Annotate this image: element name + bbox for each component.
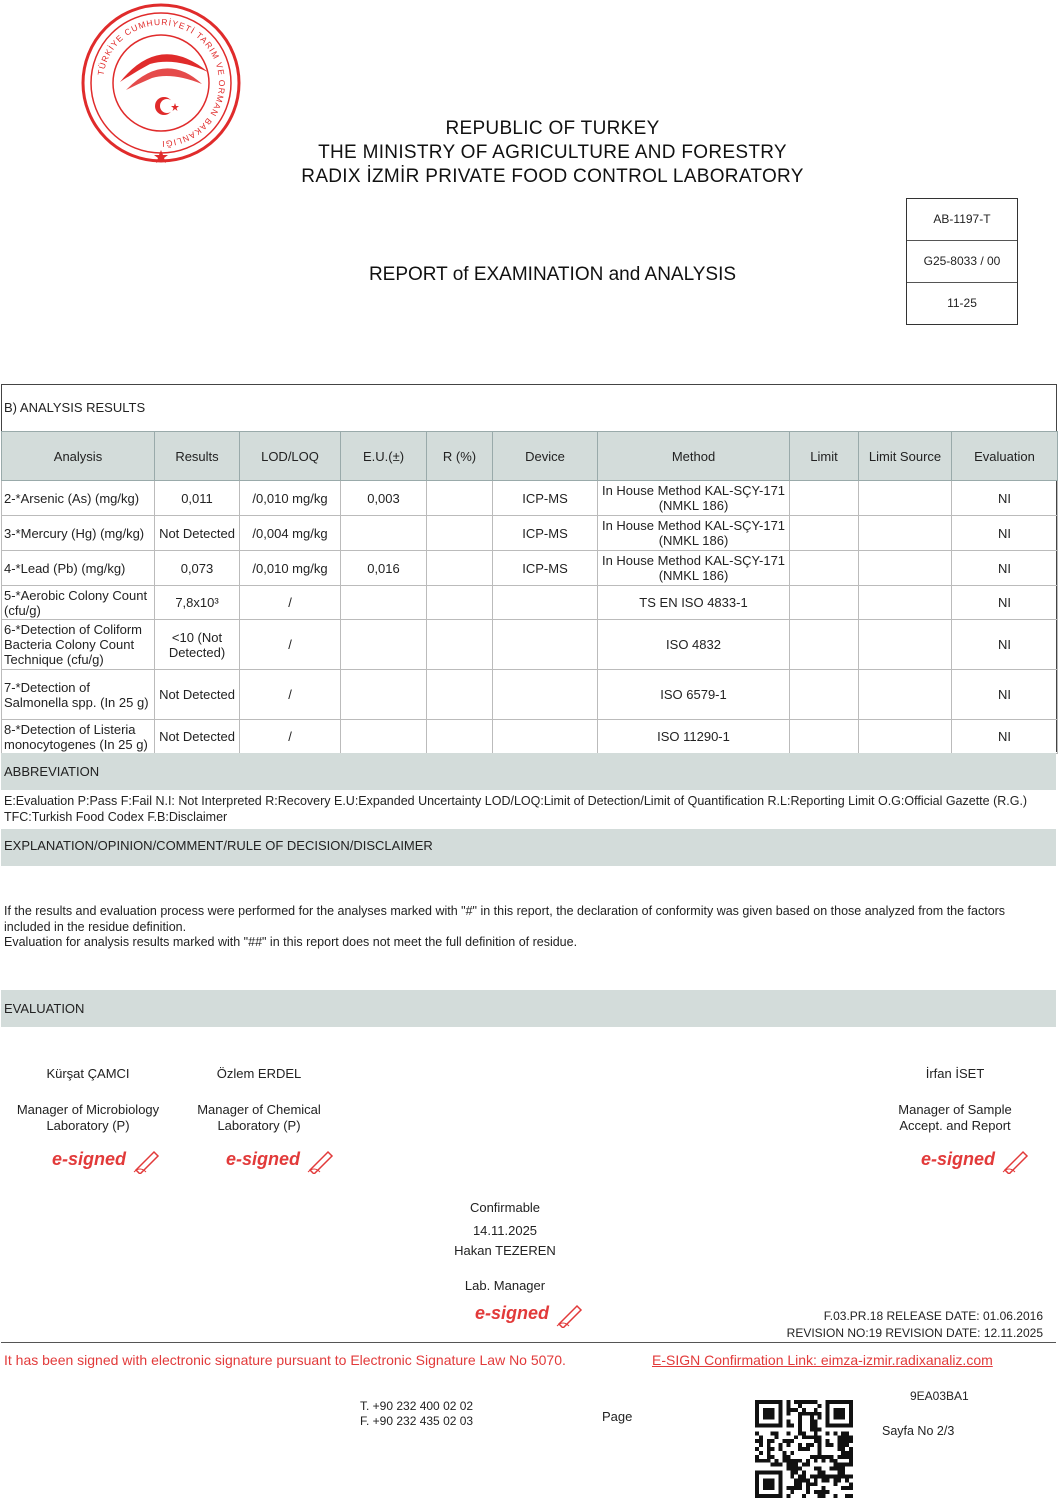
table-row (2, 516, 1058, 551)
signer-role: Manager of Microbiology Laboratory (P) (16, 1102, 160, 1133)
signature-block-microbiology (8, 1066, 168, 1134)
cell-eu: 0,016 (341, 551, 427, 586)
cell-limit-source (859, 670, 952, 720)
confirm-date: 14.11.2025 (472, 1223, 538, 1238)
signer-name: Özlem ERDEL (216, 1066, 302, 1081)
esign-stamp-3 (921, 1148, 1031, 1174)
cell-analysis: 8-*Detection of Listeria monocytogenes (In 25 g) (2, 720, 155, 754)
esigned-label: e-signed (226, 1149, 301, 1170)
cell-limit-source (859, 720, 952, 754)
cell-lod-loq: / (240, 720, 341, 754)
col-evaluation: Evaluation (952, 432, 1058, 481)
cell-result: Not Detected (155, 720, 240, 754)
header-line-1: REPUBLIC OF TURKEY (445, 118, 660, 139)
header-line-3: RADIX İZMİR PRIVATE FOOD CONTROL LABORATORY (301, 166, 804, 187)
cell-device: ICP-MS (493, 551, 598, 586)
report-number: G25-8033 / 00 (907, 241, 1017, 283)
cell-limit-source (859, 516, 952, 551)
signature-block-chemical (186, 1066, 332, 1134)
cell-evaluation: NI (952, 481, 1058, 516)
report-code-box (906, 198, 1018, 325)
report-period: 11-25 (947, 296, 977, 310)
cell-lod-loq: / (240, 670, 341, 720)
cell-recovery (427, 586, 493, 620)
cell-device (493, 586, 598, 620)
cell-limit (790, 586, 859, 620)
table-row (2, 586, 1058, 620)
esign-stamp-lab-manager (475, 1302, 585, 1328)
cell-device (493, 620, 598, 670)
esign-stamp-2 (226, 1148, 336, 1174)
cell-recovery (427, 620, 493, 670)
confirm-name: Hakan TEZEREN (454, 1243, 556, 1258)
esigned-label: e-signed (921, 1149, 996, 1170)
cell-lod-loq: /0,004 mg/kg (240, 516, 341, 551)
page-number: Sayfa No 2/3 (882, 1424, 955, 1438)
cell-limit-source (859, 586, 952, 620)
cell-limit (790, 620, 859, 670)
cell-analysis: 6-*Detection of Coliform Bacteria Colony Count Technique (cfu/g) (2, 620, 155, 670)
verification-code: 9EA03BA1 (910, 1389, 969, 1403)
cell-lod-loq: / (240, 586, 341, 620)
pen-icon (555, 1302, 585, 1328)
cell-eu (341, 670, 427, 720)
cell-evaluation: NI (952, 586, 1058, 620)
cell-recovery (427, 720, 493, 754)
explanation-text-1: If the results and evaluation process were performed for the analyses marked with "#" in this report, the declaration of conformity was given based on those analyzed from the factors included in the residue definition. (4, 904, 1006, 934)
cell-recovery (427, 551, 493, 586)
footer-divider (1, 1342, 1056, 1343)
results-section-title: B) ANALYSIS RESULTS (4, 400, 146, 415)
cell-result: 7,8x10³ (155, 586, 240, 620)
report-title: REPORT of EXAMINATION and ANALYSIS (368, 264, 737, 285)
cell-device: ICP-MS (493, 481, 598, 516)
cell-method: ISO 11290-1 (598, 720, 790, 754)
cell-limit (790, 516, 859, 551)
abbreviation-text: E:Evaluation P:Pass F:Fail N.I: Not Interpreted R:Recovery E.U:Expanded Uncertainty LOD/LOQ:Limit of Detection/Limit of Quantification R.L:Reporting Limit O.G:Official Gazette (R.G.) TFC:Turkish Food Codex F.B:Disclaimer (4, 794, 1028, 824)
table-row (2, 670, 1058, 720)
cell-evaluation: NI (952, 516, 1058, 551)
table-row (2, 720, 1058, 754)
col-limit: Limit (790, 432, 859, 481)
cell-limit (790, 670, 859, 720)
qr-code[interactable] (755, 1400, 853, 1498)
cell-lod-loq: /0,010 mg/kg (240, 481, 341, 516)
cell-eu: 0,003 (341, 481, 427, 516)
cell-analysis: 5-*Aerobic Colony Count (cfu/g) (2, 586, 155, 620)
cell-evaluation: NI (952, 620, 1058, 670)
col-device: Device (493, 432, 598, 481)
col-analysis: Analysis (2, 432, 155, 481)
results-table (1, 431, 1058, 754)
cell-result: 0,011 (155, 481, 240, 516)
header-line-2: THE MINISTRY OF AGRICULTURE AND FORESTRY (318, 142, 787, 163)
cell-lod-loq: / (240, 620, 341, 670)
signer-role: Manager of Chemical Laboratory (P) (197, 1102, 321, 1133)
col-recovery: R (%) (427, 432, 493, 481)
cell-method: In House Method KAL-SÇY-171 (NMKL 186) (598, 481, 790, 516)
cell-device: ICP-MS (493, 516, 598, 551)
evaluation-title: EVALUATION (1, 990, 1056, 1027)
confirm-label: Confirmable (469, 1200, 541, 1215)
table-row (2, 620, 1058, 670)
cell-evaluation: NI (952, 670, 1058, 720)
explanation-text-2: Evaluation for analysis results marked with "##" in this report does not meet the full definition of residue. (4, 935, 578, 949)
col-method: Method (598, 432, 790, 481)
esign-stamp-1 (52, 1148, 162, 1174)
fax-number: F. +90 232 435 02 03 (360, 1414, 474, 1428)
confirmation-block (405, 1200, 605, 1294)
svg-text:TÜRKİYE CUMHURİYETİ TARIM VE O: TÜRKİYE CUMHURİYETİ TARIM VE ORMAN BAKANLIĞI (95, 16, 228, 150)
cell-evaluation: NI (952, 720, 1058, 754)
cell-limit-source (859, 481, 952, 516)
cell-recovery (427, 516, 493, 551)
cell-evaluation: NI (952, 551, 1058, 586)
esign-notice: It has been signed with electronic signature pursuant to Electronic Signature Law No 5070. (4, 1352, 566, 1368)
results-header-row (2, 432, 1058, 481)
cell-method: TS EN ISO 4833-1 (598, 586, 790, 620)
cell-method: ISO 6579-1 (598, 670, 790, 720)
col-results: Results (155, 432, 240, 481)
cell-analysis: 2-*Arsenic (As) (mg/kg) (2, 481, 155, 516)
cell-eu (341, 720, 427, 754)
esigned-label: e-signed (475, 1303, 550, 1324)
cell-limit (790, 720, 859, 754)
table-row (2, 551, 1058, 586)
form-revision-info (700, 1308, 1043, 1342)
release-date: F.03.PR.18 RELEASE DATE: 01.06.2016 (823, 1309, 1043, 1323)
cell-method: In House Method KAL-SÇY-171 (NMKL 186) (598, 551, 790, 586)
esigned-label: e-signed (52, 1149, 127, 1170)
signer-name: İrfan İSET (925, 1066, 985, 1081)
cell-recovery (427, 670, 493, 720)
cell-eu (341, 620, 427, 670)
pen-icon (1001, 1148, 1031, 1174)
confirm-role: Lab. Manager (464, 1278, 546, 1293)
cell-limit-source (859, 620, 952, 670)
cell-lod-loq: /0,010 mg/kg (240, 551, 341, 586)
contact-info (360, 1399, 473, 1429)
cell-device (493, 670, 598, 720)
pen-icon (132, 1148, 162, 1174)
cell-limit (790, 551, 859, 586)
cell-analysis: 7-*Detection of Salmonella spp. (In 25 g) (2, 670, 155, 720)
pen-icon (306, 1148, 336, 1174)
cell-result: Not Detected (155, 670, 240, 720)
report-code: AB-1197-T (907, 199, 1017, 241)
cell-analysis: 3-*Mercury (Hg) (mg/kg) (2, 516, 155, 551)
table-row (2, 481, 1058, 516)
cell-limit (790, 481, 859, 516)
cell-method: In House Method KAL-SÇY-171 (NMKL 186) (598, 516, 790, 551)
abbreviation-title: ABBREVIATION (1, 753, 1056, 790)
cell-device (493, 720, 598, 754)
cell-recovery (427, 481, 493, 516)
esign-confirmation-link[interactable]: E-SIGN Confirmation Link: eimza-izmir.radixanaliz.com (652, 1352, 993, 1368)
page-label: Page (602, 1409, 633, 1424)
col-lod-loq: LOD/LOQ (240, 432, 341, 481)
cell-analysis: 4-*Lead (Pb) (mg/kg) (2, 551, 155, 586)
signature-block-sample (880, 1066, 1030, 1134)
col-eu: E.U.(±) (341, 432, 427, 481)
signer-role: Manager of Sample Accept. and Report (898, 1102, 1012, 1133)
phone-number: T. +90 232 400 02 02 (360, 1399, 474, 1413)
cell-limit-source (859, 551, 952, 586)
signer-name: Kürşat ÇAMCI (46, 1066, 130, 1081)
explanation-title: EXPLANATION/OPINION/COMMENT/RULE OF DECISION/DISCLAIMER (1, 829, 1056, 866)
revision-date: REVISION NO:19 REVISION DATE: 12.11.2025 (786, 1326, 1043, 1340)
col-limit-source: Limit Source (859, 432, 952, 481)
cell-eu (341, 586, 427, 620)
cell-result: 0,073 (155, 551, 240, 586)
cell-eu (341, 516, 427, 551)
cell-method: ISO 4832 (598, 620, 790, 670)
cell-result: Not Detected (155, 516, 240, 551)
cell-result: <10 (Not Detected) (155, 620, 240, 670)
